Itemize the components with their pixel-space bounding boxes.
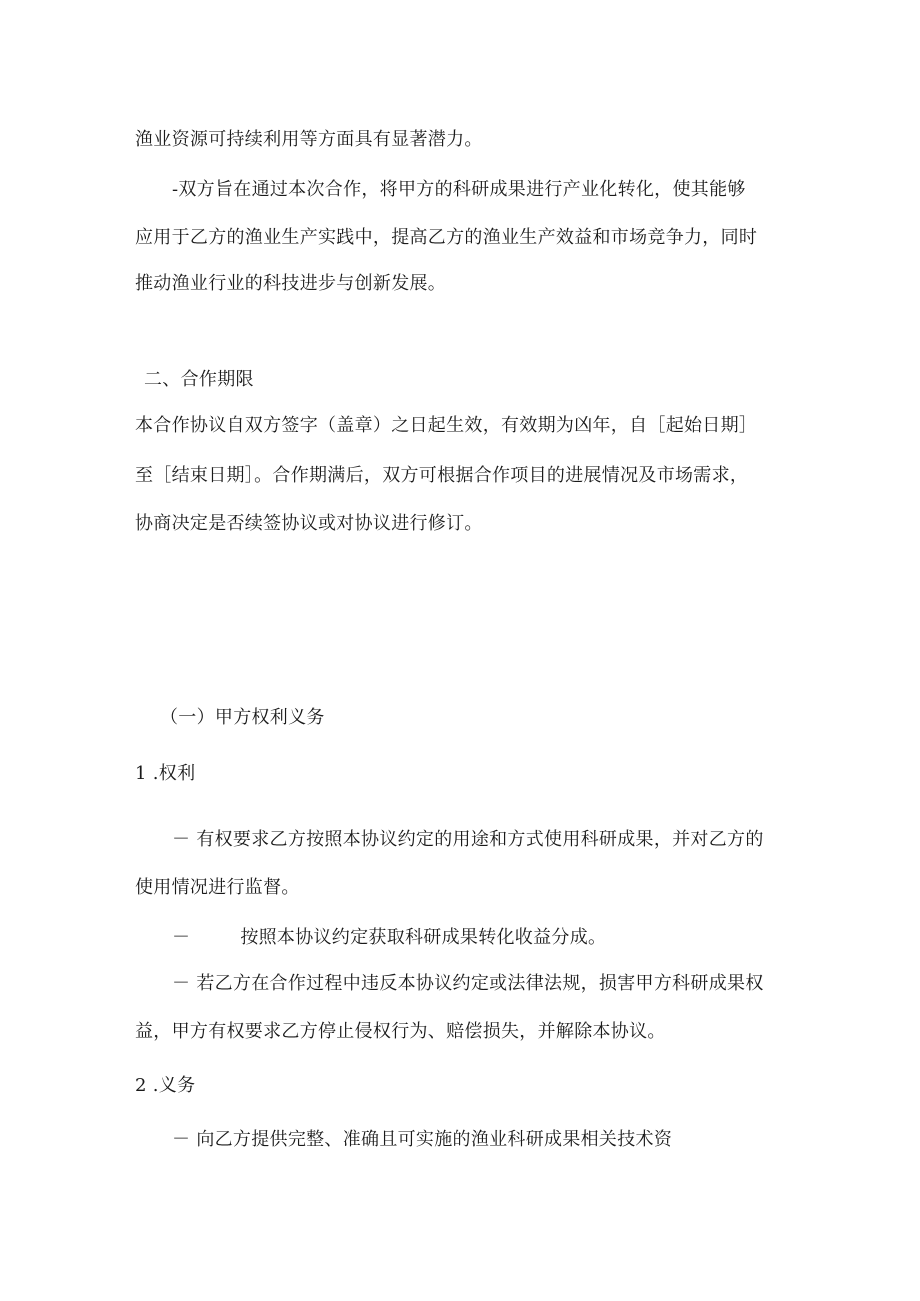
paragraph-line: 应用于乙方的渔业生产实践中，提高乙方的渔业生产效益和市场竞争力，同时: [135, 227, 758, 248]
list-item-line: － 若乙方在合作过程中违反本协议约定或法律法规，损害甲方科研成果权: [172, 973, 764, 994]
section-heading: 二、合作期限: [144, 369, 254, 390]
list-item-line: － 有权要求乙方按照本协议约定的用途和方式使用科研成果，并对乙方的: [172, 829, 764, 850]
paragraph-line: 推动渔业行业的科技进步与创新发展。: [135, 273, 447, 294]
subsection-heading: （一）甲方权利义务: [160, 707, 325, 728]
list-item-line: 益，甲方有权要求乙方停止侵权行为、赔偿损失，并解除本协议。: [135, 1021, 666, 1042]
paragraph-line: 渔业资源可持续利用等方面具有显著潜力。: [135, 129, 483, 150]
list-item: [172, 926, 606, 950]
list-item-line: 使用情况进行监督。: [135, 877, 300, 898]
rights-heading: 1 .权利: [135, 763, 196, 784]
list-item-line: － 向乙方提供完整、准确且可实施的渔业科研成果相关技术资: [172, 1129, 673, 1150]
paragraph-line: 本合作协议自双方签字（盖章）之日起生效，有效期为凶年，自［起始日期］: [135, 415, 758, 436]
paragraph-line: 至［结束日期］。合作期满后，双方可根据合作项目的进展情况及市场需求，: [135, 465, 749, 486]
list-item-text: 按照本协议约定获取科研成果转化收益分成。: [240, 927, 607, 948]
list-dash: －: [172, 927, 191, 948]
paragraph-line: 协商决定是否续签协议或对协议进行修订。: [135, 513, 483, 534]
duties-heading: 2 .义务: [135, 1075, 196, 1096]
paragraph-line: -双方旨在通过本次合作，将甲方的科研成果进行产业化转化，使其能够: [172, 179, 746, 200]
